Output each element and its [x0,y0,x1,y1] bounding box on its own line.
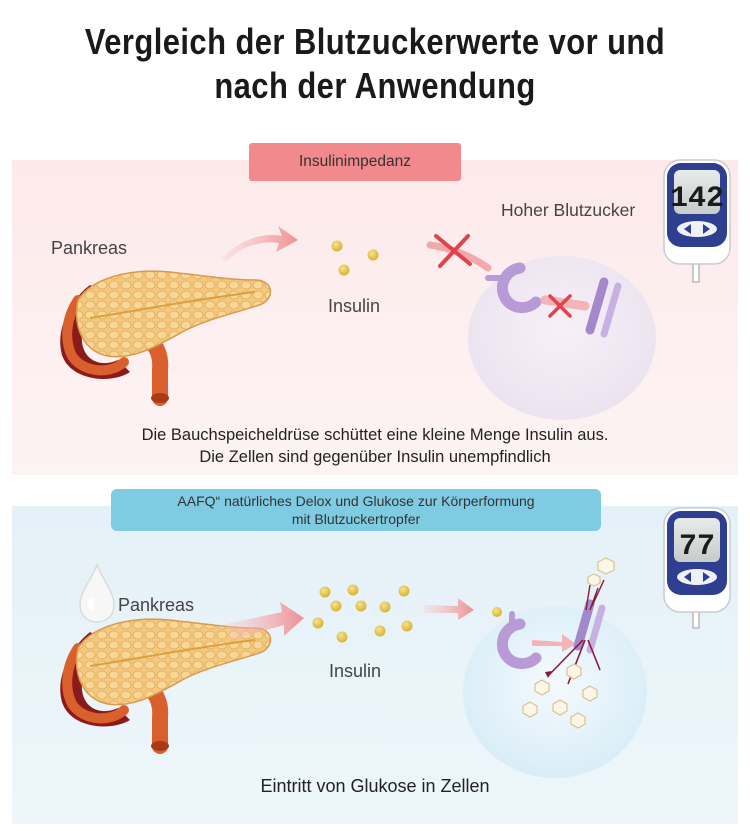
top-caption-line-2: Die Zellen sind gegenüber Insulin unempfindlich [199,448,551,466]
arrow-icon [424,598,474,620]
insulin-particle-icon [332,241,379,276]
block-x-icon [430,236,488,268]
title-line-1: Vergleich der Blutzuckerwerte vor und [84,21,666,62]
insulin-label-bottom: Insulin [329,661,382,681]
cell-icon [463,606,647,778]
meter-reading-bottom: 77 [678,530,716,564]
pancreas-icon [60,271,270,403]
pancreas-label-bottom: Pankreas [118,595,195,615]
bottom-banner [111,489,601,531]
glucose-meter-icon [664,508,730,628]
high-glucose-label: Hoher Blutzucker [501,200,636,220]
glucose-meter-icon [664,160,730,282]
bottom-caption: Eintritt von Glukose in Zellen [260,776,490,796]
top-caption-line-1: Die Bauchspeicheldrüse schüttet eine kleine Menge Insulin aus. [141,426,609,444]
pancreas-label-top: Pankreas [51,238,128,258]
meter-reading-top: 142 [669,182,725,216]
insulin-label-top: Insulin [328,296,381,316]
bottom-banner-line-1: AAFQ“ natürliches Delox und Glukose zur Körperformung [177,493,535,509]
arrow-icon [222,226,298,262]
top-banner: Insulinimpedanz [249,143,461,181]
drop-icon [80,565,114,622]
pancreas-icon [60,619,270,751]
insulin-particle-icon [313,585,413,643]
title-line-2: nach der Anwendung [214,65,536,106]
bottom-banner-line-2: mit Blutzuckertropfer [291,511,421,527]
